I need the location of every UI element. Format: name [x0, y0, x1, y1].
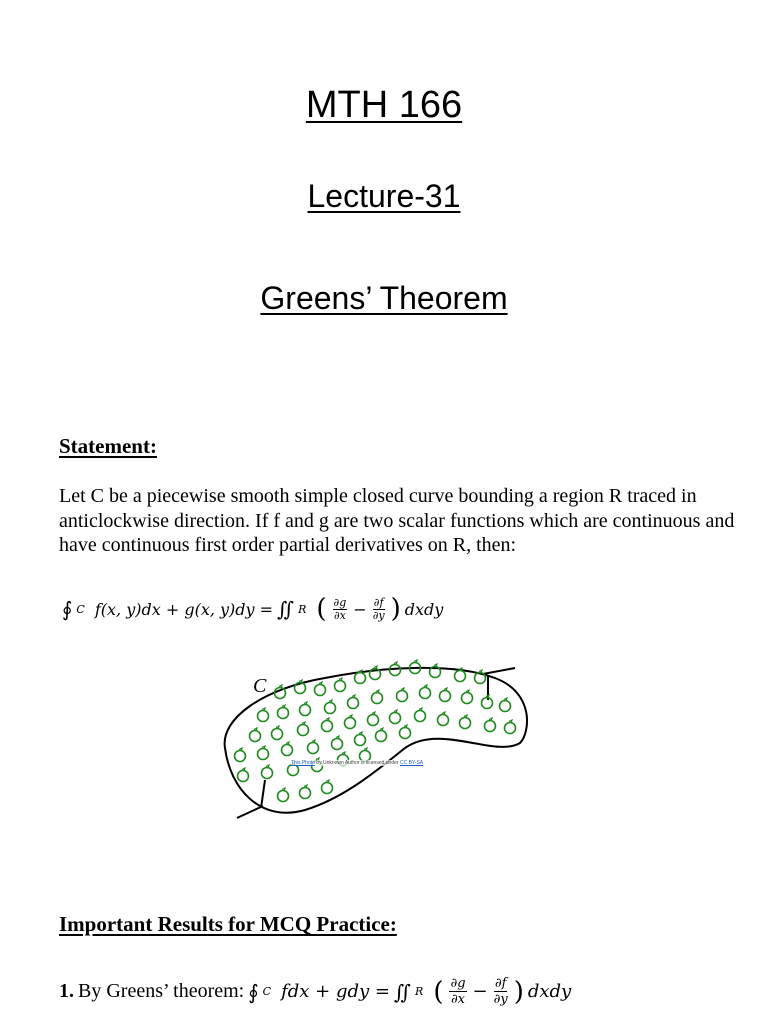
contour-integral-symbol: ∮	[62, 597, 73, 621]
field-circle	[315, 685, 326, 696]
contour-subscript: C	[76, 602, 85, 616]
field-circle	[272, 729, 283, 740]
formula-lhs: f(x, y)dx + g(x, y)dy =	[94, 599, 274, 619]
field-circle	[390, 665, 401, 676]
image-credit	[291, 760, 423, 766]
field-circle	[335, 681, 346, 692]
dg-dx-fraction: $\frac{\partial g}{\partial x}$	[333, 595, 347, 622]
field-circle	[500, 701, 511, 712]
field-circle	[322, 721, 333, 732]
field-circle	[455, 671, 466, 682]
field-circle	[238, 771, 249, 782]
field-circle	[415, 711, 426, 722]
close-paren: )	[513, 976, 524, 1007]
field-circle	[390, 713, 401, 724]
field-circle	[376, 731, 387, 742]
field-circle	[308, 743, 319, 754]
topic-title: Greens’ Theorem	[260, 280, 508, 316]
mcq-result-1	[59, 976, 571, 1007]
field-circle	[282, 745, 293, 756]
credit-link-photo[interactable]: This Photo	[291, 760, 315, 766]
field-circle	[298, 725, 309, 736]
statement-body: Let C be a piecewise smooth simple closed curve bounding a region R traced in anticlockwise direction. If f and g are two scalar functions which are continuous and have continuous first order partial derivatives on R, then:	[59, 485, 735, 556]
result-number: 1.	[59, 980, 74, 1002]
result-text: By Greens’ theorem:	[78, 980, 245, 1002]
double-integral-symbol: ∬	[277, 597, 295, 621]
double-integral-symbol: ∬	[393, 979, 412, 1004]
field-circle	[462, 693, 473, 704]
curve-label: C	[253, 675, 267, 697]
region-diagram	[205, 648, 535, 828]
minus-sign: −	[353, 599, 367, 619]
tick-mark-bottom-2	[237, 806, 263, 818]
mcq-heading: Important Results for MCQ Practice:	[59, 912, 397, 936]
field-circle	[278, 791, 289, 802]
dg-dx-fraction: $\frac{\partial g}{\partial x}$	[450, 976, 466, 1007]
contour-subscript: C	[262, 985, 272, 998]
open-paren: (	[316, 594, 327, 624]
field-circle	[355, 735, 366, 746]
field-circle	[288, 765, 299, 776]
field-circle	[368, 715, 379, 726]
df-dy-fraction: $\frac{\partial f}{\partial y}$	[372, 595, 385, 622]
field-circle	[372, 693, 383, 704]
field-circle	[440, 691, 451, 702]
field-circle	[300, 788, 311, 799]
field-circle	[258, 711, 269, 722]
course-title: MTH 166	[305, 84, 463, 126]
df-dy-fraction: $\frac{\partial f}{\partial y}$	[493, 976, 508, 1007]
field-circle	[278, 708, 289, 719]
closed-curve-c	[225, 668, 527, 813]
field-circle	[460, 718, 471, 729]
credit-text: by Unknown Author is licensed under	[314, 760, 400, 766]
field-circle	[348, 698, 359, 709]
tick-mark-top-2	[483, 668, 515, 674]
field-circle	[258, 749, 269, 760]
result-lhs: fdx + gdy =	[281, 981, 390, 1002]
region-subscript: R	[415, 985, 424, 998]
statement-heading: Statement:	[59, 434, 157, 458]
tick-mark-bottom	[261, 780, 265, 808]
field-circle	[420, 688, 431, 699]
greens-theorem-formula	[62, 596, 443, 622]
result-formula	[248, 976, 571, 1007]
minus-sign: −	[472, 981, 488, 1002]
field-circle	[262, 768, 273, 779]
vector-field-dots	[235, 660, 516, 802]
formula-tail: dxdy	[527, 981, 572, 1002]
field-circle	[505, 723, 516, 734]
field-circle	[322, 783, 333, 794]
open-paren: (	[433, 976, 444, 1007]
field-circle	[325, 703, 336, 714]
region-subscript: R	[298, 602, 307, 616]
field-circle	[485, 721, 496, 732]
field-circle	[332, 739, 343, 750]
field-circle	[397, 691, 408, 702]
field-circle	[250, 731, 261, 742]
formula-tail: dxdy	[404, 599, 444, 619]
credit-link-license[interactable]: CC BY-SA	[399, 760, 424, 766]
field-circle	[438, 715, 449, 726]
field-circle	[300, 705, 311, 716]
field-circle	[355, 673, 366, 684]
close-paren: )	[390, 594, 401, 624]
contour-integral-symbol: ∮	[248, 979, 259, 1004]
field-circle	[235, 751, 246, 762]
field-circle	[400, 728, 411, 739]
field-circle	[345, 718, 356, 729]
lecture-title: Lecture-31	[307, 178, 461, 214]
